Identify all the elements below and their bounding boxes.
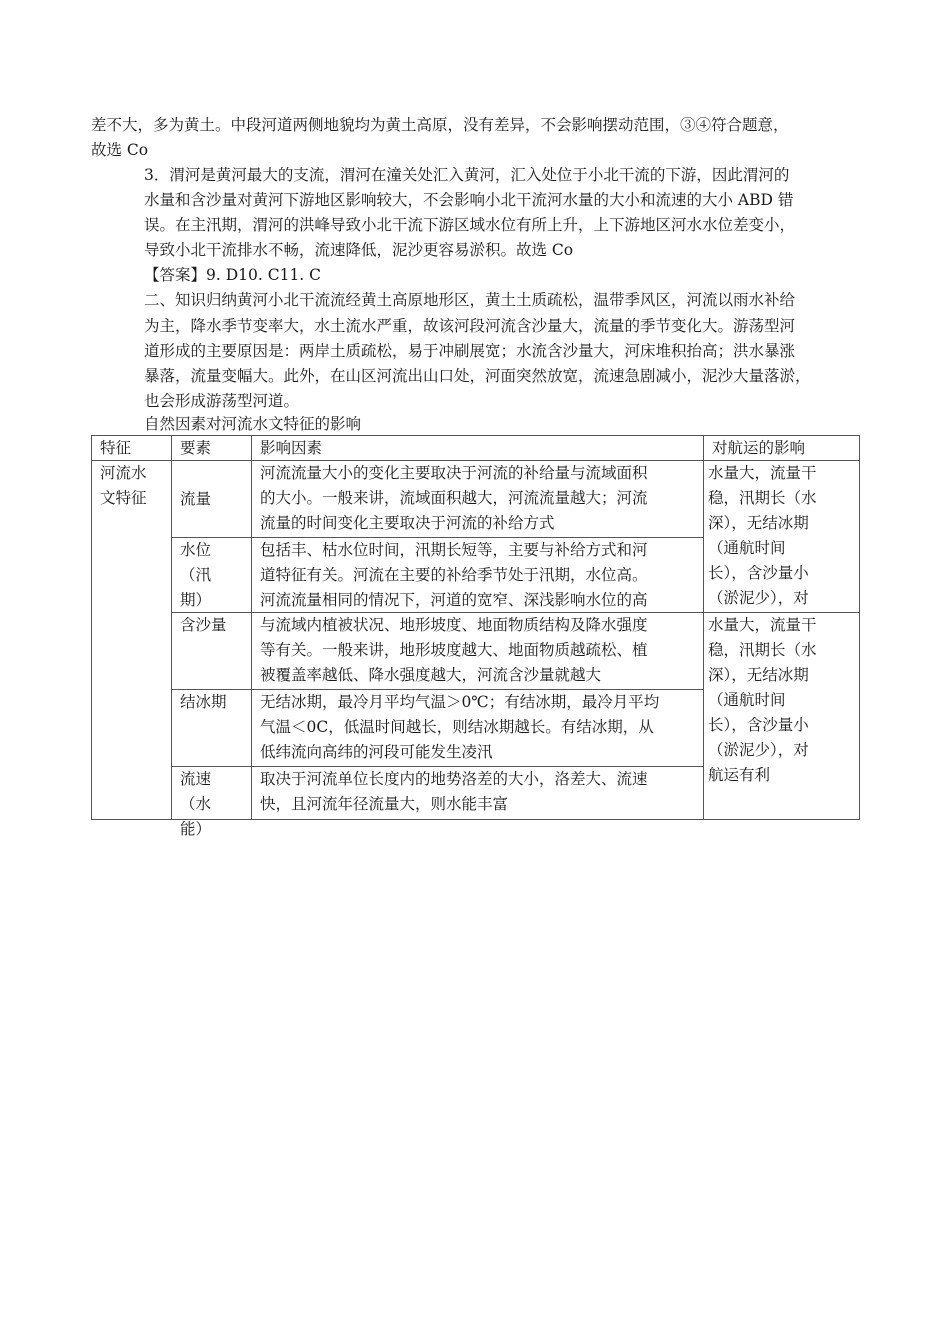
element-cell: [172, 767, 252, 838]
shipping-text: 深），无结冰期: [708, 666, 809, 684]
hydrology-table: [91, 435, 860, 838]
factors-text: 与流域内植被状况、地形坡度、地面物质结构及降水强度: [260, 616, 648, 634]
factors-cell: [252, 538, 704, 613]
element-text: 结冰期: [180, 693, 227, 711]
element-text: 能）: [180, 820, 212, 838]
paragraph-line: 道形成的主要原因是：两岸土质疏松，易于冲刷展宽；水流含沙量大，河床堆积抬高；洪水暴涨: [144, 342, 796, 360]
paragraph-line: 也会形成游荡型河道。: [144, 392, 300, 410]
paragraph-line: 差不大，多为黄土。中段河道两侧地貌均为黄土高原，没有差异，不会影响摆动范围，③④符合题意，: [91, 116, 789, 134]
shipping-cell: [704, 461, 860, 613]
table-row: [92, 461, 860, 538]
header-element: 要素: [172, 436, 252, 461]
element-text: 水位: [180, 541, 212, 559]
header-shipping: 对航运的影响: [704, 436, 860, 461]
factors-text: 低纬流向高纬的河段可能发生凌汛: [260, 743, 493, 761]
element-text: 期）: [180, 591, 212, 609]
element-text: （汛: [180, 566, 212, 584]
shipping-text: 长），含沙量小: [708, 716, 809, 734]
shipping-text: 稳，汛期长（水: [708, 489, 817, 507]
table-caption: 自然因素对河流水文特征的影响: [144, 415, 362, 433]
factors-cell: [252, 767, 704, 820]
factors-cell: [252, 613, 704, 690]
factors-text: 快，且河流年径流量大，则水能丰富: [260, 795, 509, 813]
paragraph-line: 水量和含沙量对黄河下游地区影响较大，不会影响小北干流河水量的大小和流速的大小 ABD 错: [144, 191, 794, 209]
element-text: 流量: [180, 489, 212, 508]
factors-text: 的大小。一般来讲，流域面积越大，河流流量越大；河流: [260, 489, 648, 507]
paragraph-line: 暴落，流量变幅大。此外，在山区河流出山口处，河面突然放宽，流速急剧减小，泥沙大量落淤，: [144, 367, 811, 385]
factors-text: 被覆盖率越低、降水强度越大，河流含沙量就越大: [260, 666, 602, 684]
shipping-text: （通航时间: [708, 691, 786, 709]
shipping-text: 水量大，流量干: [708, 616, 817, 634]
factors-text: 取决于河流单位长度内的地势洛差的大小，洛差大、流速: [260, 770, 648, 788]
factors-text: 包括丰、枯水位时间，汛期长短等，主要与补给方式和河: [260, 541, 648, 559]
element-cell: [172, 538, 252, 613]
element-text: 流速: [180, 770, 212, 788]
paragraph-line: 3．渭河是黄河最大的支流，渭河在潼关处汇入黄河，汇入处位于小北干流的下游，因此渭河的: [144, 166, 790, 184]
shipping-cell: [704, 613, 860, 820]
element-cell: [172, 613, 252, 690]
header-factors: 影响因素: [252, 436, 704, 461]
factors-text: 道特征有关。河流在主要的补给季节处于汛期，水位高。: [260, 566, 648, 584]
factors-text: 河流流量相同的情况下，河道的宽窄、深浅影响水位的高: [260, 591, 648, 609]
factors-text: 河流流量大小的变化主要取决于河流的补给量与流域面积: [260, 464, 648, 482]
factors-text: 无结冰期，最冷月平均气温＞0℃；有结冰期，最冷月平均: [260, 693, 660, 711]
paragraph-line: 导致小北干流排水不畅，流速降低，泥沙更容易淤积。故选 Co: [144, 241, 574, 259]
element-text: （水: [180, 795, 212, 813]
shipping-text: 航运有利: [708, 766, 771, 784]
factors-text: 等有关。一般来讲，地形坡度越大、地面物质越疏松、植: [260, 641, 648, 659]
factors-text: 流量的时间变化主要取决于河流的补给方式: [260, 514, 555, 532]
header-feature: 特征: [92, 436, 172, 461]
factors-cell: [252, 461, 704, 538]
paragraph-line: 故选 Co: [91, 141, 149, 159]
shipping-text: 稳，汛期长（水: [708, 641, 817, 659]
element-cell: [172, 690, 252, 767]
factors-cell: [252, 690, 704, 767]
paragraph-line: 二、知识归纳黄河小北干流流经黄土高原地形区，黄土土质疏松，温带季风区，河流以雨水补给: [144, 291, 796, 309]
shipping-text: 长），含沙量小: [708, 564, 809, 582]
paragraph-line: 误。在主汛期，渭河的洪峰导致小北干流下游区域水位有所上升，上下游地区河水水位差变小，: [144, 216, 796, 234]
element-cell: [172, 461, 252, 538]
shipping-text: 深），无结冰期: [708, 514, 809, 532]
shipping-text: （淤泥少），对: [708, 741, 809, 759]
feature-text: 文特征: [100, 489, 147, 507]
paragraph-line: 为主，降水季节变率大，水土流水严重，故该河段河流含沙量大，流量的季节变化大。游荡型河: [144, 317, 796, 335]
factors-text: 气温＜0C，低温时间越长，则结冰期越长。有结冰期，从: [260, 718, 654, 736]
shipping-text: （淤泥少），对: [708, 589, 809, 607]
answer-line: 【答案】9. D10. C11. C: [144, 266, 322, 284]
feature-cell: [92, 461, 172, 820]
table-header-row: [92, 436, 860, 461]
shipping-text: （通航时间: [708, 539, 786, 557]
element-text: 含沙量: [180, 616, 227, 634]
table-row: [92, 613, 860, 690]
shipping-text: 水量大，流量干: [708, 464, 817, 482]
feature-text: 河流水: [100, 464, 147, 482]
